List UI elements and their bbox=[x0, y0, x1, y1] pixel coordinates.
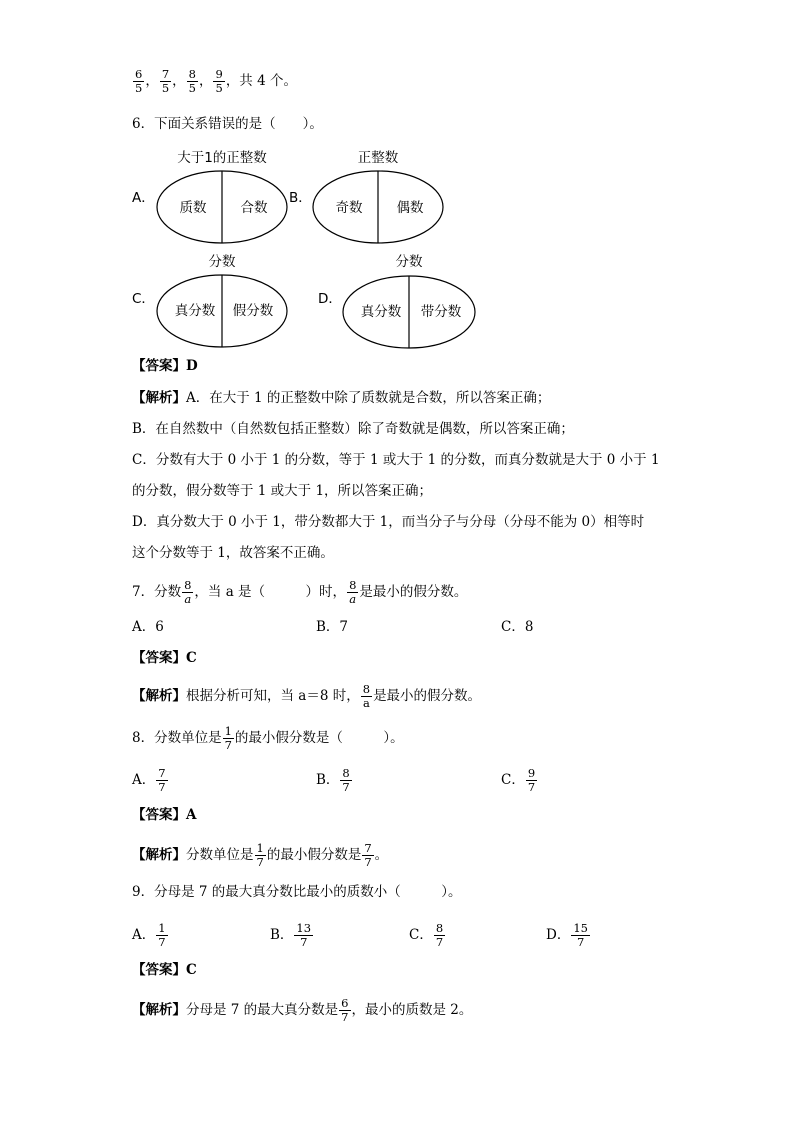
q6-analysis-line-1: 【解析】A．在大于 1 的正整数中除了质数就是合数，所以答案正确； bbox=[132, 390, 551, 406]
question-6: 6．下面关系错误的是（ ）。 bbox=[132, 116, 323, 132]
diagram-a-right: 合数 bbox=[240, 200, 268, 216]
fraction: $\frac{8}{a}$ bbox=[184, 578, 192, 606]
q9-option-d: D． $\frac{15}{7}$ bbox=[546, 921, 588, 949]
diagram-a-left: 质数 bbox=[179, 200, 207, 216]
q6-analysis-line-5: D．真分数大于 0 小于 1，带分数都大于 1，而当分子与分母（分母不能为 0）相等时 bbox=[132, 514, 645, 530]
q7-analysis: 【解析】根据分析可知，当 a＝8 时， $\frac{8}{a}$ 是最小的假分数。 bbox=[132, 682, 482, 710]
diagram-a-title: 大于1的正整数 bbox=[177, 150, 267, 166]
q7-option-a: A．6 bbox=[132, 619, 164, 635]
q8-analysis: 【解析】分数单位是 $\frac{1}{7}$ 的最小假分数是 $\frac{7}{7}$ 。 bbox=[132, 841, 389, 869]
q6-analysis-line-6: 这个分数等于 1，故答案不正确。 bbox=[132, 545, 334, 561]
fraction: $\frac{7}{5}$ bbox=[161, 67, 170, 95]
diagram-c-right: 假分数 bbox=[232, 303, 274, 319]
diagram-d-right: 带分数 bbox=[420, 304, 462, 320]
diagram-d-title: 分数 bbox=[395, 254, 423, 270]
fraction: $\frac{15}{7}$ bbox=[573, 921, 588, 949]
q6-analysis-line-3: C．分数有大于 0 小于 1 的分数，等于 1 或大于 1 的分数，而真分数就是大于 0 小于 1 bbox=[132, 452, 660, 468]
q7-option-c: C．8 bbox=[501, 619, 534, 635]
q7-answer: 【答案】C bbox=[132, 650, 197, 666]
fraction: $\frac{13}{7}$ bbox=[296, 921, 312, 949]
diagram-b-title: 正整数 bbox=[357, 150, 399, 166]
top-fraction-list: $\frac{6}{5}$ ， $\frac{7}{5}$ ， $\frac{8}{5}$ ， $\frac{9}{5}$ ，共 4 个。 bbox=[135, 67, 297, 95]
option-letter-c: C． bbox=[132, 291, 155, 307]
q6-analysis-line-2: B．在自然数中（自然数包括正整数）除了奇数就是偶数，所以答案正确； bbox=[132, 421, 574, 437]
fraction: $\frac{1}{7}$ bbox=[256, 841, 264, 869]
fraction: $\frac{7}{7}$ bbox=[158, 766, 166, 794]
fraction: $\frac{8}{7}$ bbox=[342, 766, 350, 794]
fraction: $\frac{6}{7}$ bbox=[341, 996, 349, 1024]
q9-option-c: C． $\frac{8}{7}$ bbox=[409, 921, 444, 949]
q9-option-b: B． $\frac{13}{7}$ bbox=[270, 921, 312, 949]
fraction: $\frac{8}{7}$ bbox=[435, 921, 444, 949]
question-9: 9．分母是 7 的最大真分数比最小的质数小（ ）。 bbox=[132, 884, 462, 900]
question-7: 7．分数 $\frac{8}{a}$ ，当 a 是（ ）时， $\frac{8}{a}$ 是最小的假分数。 bbox=[132, 578, 468, 606]
diagram-c-title: 分数 bbox=[208, 254, 236, 270]
q8-option-b: B． $\frac{8}{7}$ bbox=[316, 766, 350, 794]
fraction: $\frac{7}{7}$ bbox=[364, 841, 372, 869]
q7-option-b: B．7 bbox=[316, 619, 349, 635]
q8-answer: 【答案】A bbox=[132, 807, 197, 823]
fraction: $\frac{1}{7}$ bbox=[224, 724, 232, 752]
fraction: $\frac{8}{a}$ bbox=[362, 682, 371, 710]
q6-answer: 【答案】D bbox=[132, 358, 198, 374]
fraction: $\frac{9}{7}$ bbox=[527, 766, 536, 794]
q9-answer: 【答案】C bbox=[132, 962, 197, 978]
q8-option-a: A． $\frac{7}{7}$ bbox=[132, 766, 166, 794]
q6-analysis-line-4: 的分数，假分数等于 1 或大于 1，所以答案正确； bbox=[132, 483, 433, 499]
option-letter-a: A． bbox=[132, 190, 155, 206]
fraction: $\frac{8}{5}$ bbox=[188, 67, 196, 95]
diagram-b-left: 奇数 bbox=[335, 200, 363, 216]
fraction: $\frac{1}{7}$ bbox=[158, 921, 166, 949]
q8-option-c: C． $\frac{9}{7}$ bbox=[501, 766, 536, 794]
question-8: 8．分数单位是 $\frac{1}{7}$ 的最小假分数是（ ）。 bbox=[132, 724, 404, 752]
option-letter-b: B． bbox=[289, 190, 312, 206]
fraction: $\frac{6}{5}$ bbox=[135, 67, 143, 95]
q9-option-a: A． $\frac{1}{7}$ bbox=[132, 921, 166, 949]
option-letter-d: D． bbox=[318, 291, 342, 307]
diagram-c-left: 真分数 bbox=[174, 303, 216, 319]
q6-diagrams bbox=[0, 140, 794, 355]
q9-analysis: 【解析】分母是 7 的最大真分数是 $\frac{6}{7}$ ，最小的质数是 2。 bbox=[132, 996, 473, 1024]
diagram-d-left: 真分数 bbox=[360, 304, 402, 320]
diagram-b-right: 偶数 bbox=[396, 200, 424, 216]
fraction: $\frac{9}{5}$ bbox=[215, 67, 223, 95]
fraction: $\frac{8}{a}$ bbox=[349, 578, 357, 606]
